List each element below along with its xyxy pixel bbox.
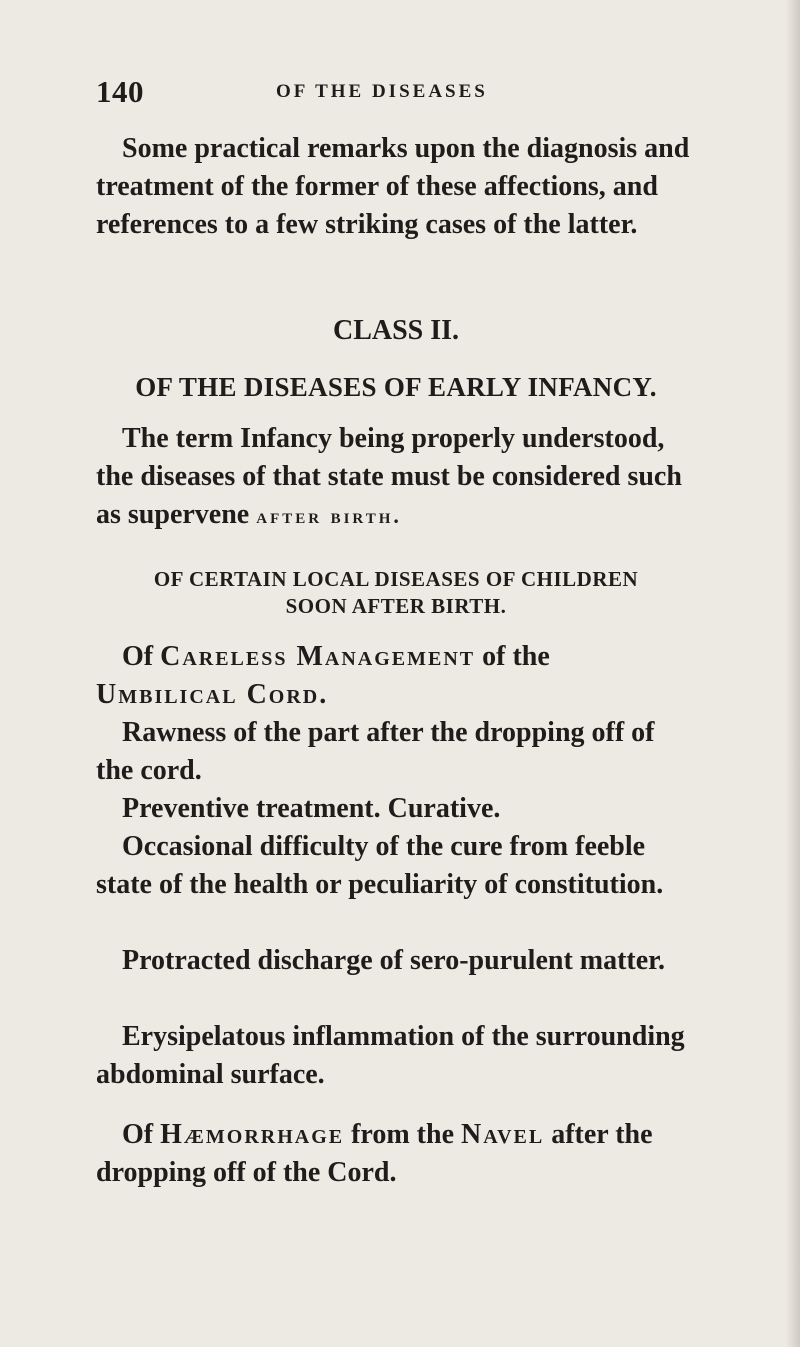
cord-topic-title-a: Careless Management <box>160 641 476 672</box>
subsection-heading-line2: SOON AFTER BIRTH. <box>285 594 507 618</box>
haemorrhage-topic-heading <box>96 1116 696 1192</box>
cord-topic-mid: of the <box>482 641 550 672</box>
cord-item: Protracted discharge of sero-purulent matter. <box>122 945 666 976</box>
infancy-paragraph-emphasis: after birth. <box>256 503 402 528</box>
cord-topic-title-b: Umbilical Cord. <box>96 679 329 710</box>
subsection-heading <box>96 566 696 620</box>
infancy-paragraph <box>96 420 696 535</box>
haemorrhage-topic-suffix: after the dropping off of the Cord. <box>96 1119 653 1188</box>
haemorrhage-topic-prefix: Of <box>122 1119 154 1150</box>
page-number: 140 <box>96 74 144 109</box>
cord-item: Rawness of the part after the dropping off of the cord. <box>96 717 655 786</box>
cord-item: Occasional difficulty of the cure from feeble state of the health or peculiarity of constitution. <box>96 831 664 900</box>
section-heading: OF THE DISEASES OF EARLY INFANCY. <box>135 372 657 402</box>
cord-item: Preventive treatment. Curative. <box>122 793 501 824</box>
page-edge-shadow <box>786 0 800 1347</box>
cord-item: Erysipelatous inflammation of the surrounding abdominal surface. <box>96 1021 685 1090</box>
intro-paragraph: Some practical remarks upon the diagnosis and treatment of the former of these affections, and references to a few striking cases of the latter. <box>96 133 690 240</box>
haemorrhage-topic-title-b: Navel <box>461 1119 545 1150</box>
running-head: OF THE DISEASES <box>276 81 488 102</box>
class-heading: CLASS II. <box>332 315 460 346</box>
subsection-heading-line1: OF CERTAIN LOCAL DISEASES OF CHILDREN <box>153 567 639 591</box>
infancy-paragraph-text: The term Infancy being properly understood, the diseases of that state must be considered such as supervene <box>96 423 682 530</box>
haemorrhage-topic-title-a: Hæmorrhage <box>160 1119 345 1150</box>
cord-topic-prefix: Of <box>122 641 154 672</box>
haemorrhage-topic-mid: from the <box>351 1119 455 1150</box>
page-header <box>96 74 676 114</box>
cord-topic-heading <box>96 638 696 714</box>
